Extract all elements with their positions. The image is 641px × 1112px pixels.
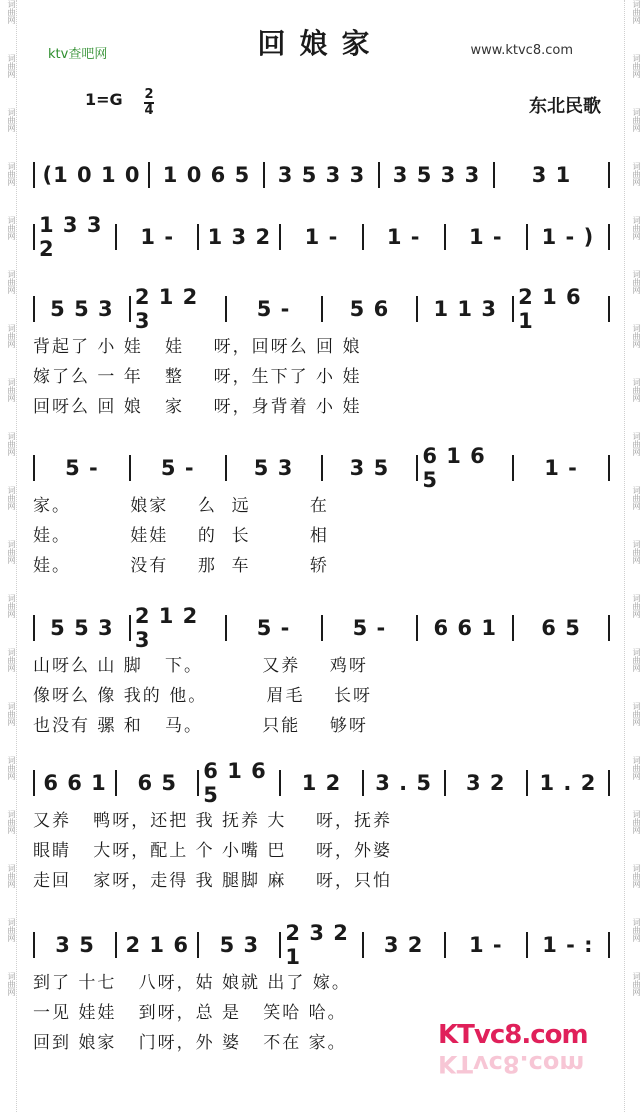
- edge-watermark-text: 词曲网: [7, 972, 16, 996]
- score-row: [33, 759, 613, 807]
- bar-line: [321, 455, 323, 481]
- lyric-line: 回到 娘家 门呀，外 婆 不在 家。: [33, 1033, 347, 1053]
- edge-watermark-text: 词曲网: [632, 918, 641, 942]
- bar-line: [512, 455, 514, 481]
- measure-notes: 1 -: [140, 225, 175, 249]
- measure-notes: 5 5 3: [50, 297, 114, 321]
- bar-line: [33, 224, 35, 250]
- bar-line: [378, 162, 380, 188]
- song-title: 回娘家: [257, 27, 384, 60]
- score-row: [33, 444, 613, 492]
- measure-notes: 3 5 3 3: [392, 163, 481, 187]
- measure-notes: 3 5: [55, 933, 95, 957]
- edge-watermark-text: 词曲网: [7, 108, 16, 132]
- measure-notes: 6 5: [137, 771, 177, 795]
- bar-line: [321, 296, 323, 322]
- edge-watermark-text: 词曲网: [632, 216, 641, 240]
- measure-notes: 2 1 2 3: [134, 604, 199, 652]
- measure-notes: 2 3 2 1: [285, 921, 349, 969]
- edge-watermark-text: 词曲网: [7, 810, 16, 834]
- edge-watermark-text: 词曲网: [632, 972, 641, 996]
- bar-line: [225, 615, 227, 641]
- edge-watermark-text: 词曲网: [7, 0, 16, 24]
- lyric-line: 嫁了么 一 年 整 呀，生下了 小 娃: [33, 367, 362, 387]
- score-row: [33, 604, 613, 652]
- measure-notes: 1 -: [468, 225, 503, 249]
- bar-line: [416, 615, 418, 641]
- measure-notes: 5 -: [65, 456, 99, 480]
- bar-line: [321, 615, 323, 641]
- lyric-line: 像呀么 像 我的 他。 眉毛 长呀: [33, 686, 373, 706]
- measure-notes: 5 5 3: [50, 616, 114, 640]
- measure-notes: 1 - ): [541, 225, 595, 249]
- bar-line: [444, 770, 446, 796]
- measure-notes: 3 1: [531, 163, 572, 187]
- edge-watermark-text: 词曲网: [7, 216, 16, 240]
- measure-notes: 5 6: [349, 297, 390, 321]
- bar-line: [115, 770, 117, 796]
- measure-notes: 5 -: [352, 616, 387, 640]
- lyric-line: 眼睛 大呀，配上 个 小嘴 巴 呀，外婆: [33, 841, 393, 861]
- measure-notes: 1 3 3 2: [39, 213, 103, 261]
- lyric-line: 一见 娃娃 到呀，总 是 笑哈 哈。: [33, 1003, 347, 1023]
- score-row: [33, 285, 613, 333]
- edge-watermark-text: 词曲网: [632, 486, 641, 510]
- measure-notes: 6 5: [541, 616, 581, 640]
- bar-line: [33, 770, 35, 796]
- bar-line: [608, 296, 610, 322]
- lyric-line: 到了 十七 八呀，姑 娘就 出了 嫁。: [33, 973, 351, 993]
- score-row: [33, 160, 613, 190]
- bar-line: [129, 455, 131, 481]
- edge-watermark-text: 词曲网: [632, 648, 641, 672]
- edge-watermark-text: 词曲网: [7, 594, 16, 618]
- lyric-line: 娃。 娃娃 的 长 相: [33, 526, 329, 546]
- bar-line: [526, 932, 528, 958]
- bar-line: [33, 615, 35, 641]
- measure-notes: 2 1 6: [125, 933, 189, 957]
- edge-watermark-text: 词曲网: [632, 540, 641, 564]
- bar-line: [608, 162, 610, 188]
- measure-notes: 3 5 3 3: [277, 163, 366, 187]
- measure-notes: 6 1 6 5: [422, 444, 486, 492]
- measure-notes: 1 . 2: [539, 771, 597, 795]
- time-signature: [144, 88, 154, 118]
- measure-notes: 1 -: [544, 456, 578, 480]
- measure-notes: 6 6 1: [43, 771, 107, 795]
- right-watermark-strip: [624, 0, 641, 1112]
- edge-watermark-text: 词曲网: [7, 918, 16, 942]
- bar-line: [416, 296, 418, 322]
- bar-line: [129, 296, 131, 322]
- bar-line: [493, 162, 495, 188]
- edge-watermark-text: 词曲网: [632, 756, 641, 780]
- measure-notes: 1 -: [386, 225, 421, 249]
- edge-watermark-text: 词曲网: [7, 54, 16, 78]
- watermark-logo: KTvc8.com: [438, 1020, 588, 1050]
- measure-notes: 3 5: [349, 456, 390, 480]
- edge-watermark-text: 词曲网: [7, 378, 16, 402]
- edge-watermark-text: 词曲网: [632, 702, 641, 726]
- bar-line: [608, 455, 610, 481]
- bar-line: [225, 296, 227, 322]
- measure-notes: 1 - :: [542, 933, 594, 957]
- edge-watermark-text: 词曲网: [632, 162, 641, 186]
- edge-watermark-text: 词曲网: [7, 162, 16, 186]
- lyric-line: 家。 娘家 么 远 在: [33, 496, 329, 516]
- measure-notes: 3 . 5: [375, 771, 433, 795]
- bar-line: [225, 455, 227, 481]
- site-name-left: ktv查吧网: [48, 47, 108, 62]
- lyric-line: 娃。 没有 那 车 轿: [33, 556, 329, 576]
- bar-line: [512, 296, 514, 322]
- edge-watermark-text: 词曲网: [632, 432, 641, 456]
- measure-notes: 5 3: [253, 456, 294, 480]
- edge-watermark-text: 词曲网: [632, 0, 641, 24]
- bar-line: [608, 615, 610, 641]
- edge-watermark-text: 词曲网: [632, 594, 641, 618]
- bar-line: [33, 296, 35, 322]
- edge-watermark-text: 词曲网: [632, 324, 641, 348]
- bar-line: [148, 162, 150, 188]
- measure-notes: 5 -: [256, 297, 291, 321]
- measure-notes: 1 -: [304, 225, 339, 249]
- bar-line: [526, 224, 528, 250]
- lyric-line: 背起了 小 娃 娃 呀，回呀么 回 娘: [33, 337, 362, 357]
- measure-notes: 6 1 6 5: [203, 759, 267, 807]
- bar-line: [197, 932, 199, 958]
- bar-line: [362, 770, 364, 796]
- bar-line: [263, 162, 265, 188]
- lyric-line: 山呀么 山 脚 下。 又养 鸡呀: [33, 656, 368, 676]
- measure-notes: 6 6 1: [433, 616, 497, 640]
- edge-watermark-text: 词曲网: [7, 540, 16, 564]
- edge-watermark-text: 词曲网: [7, 270, 16, 294]
- edge-watermark-text: 词曲网: [632, 378, 641, 402]
- lyric-line: 也没有 骡 和 马。 只能 够呀: [33, 716, 368, 736]
- bar-line: [33, 162, 35, 188]
- edge-watermark-text: 词曲网: [632, 810, 641, 834]
- measure-notes: (1 0 1 0: [42, 163, 141, 187]
- measure-notes: 5 3: [219, 933, 260, 957]
- bar-line: [33, 455, 35, 481]
- score-row: [33, 921, 613, 969]
- bar-line: [279, 224, 281, 250]
- bar-line: [526, 770, 528, 796]
- measure-notes: 1 1 3: [433, 297, 497, 321]
- left-watermark-strip: [0, 0, 17, 1112]
- song-origin: 东北民歌: [529, 96, 601, 117]
- edge-watermark-text: 词曲网: [7, 864, 16, 888]
- time-signature-bottom: 4: [144, 103, 154, 118]
- bar-line: [115, 932, 117, 958]
- bar-line: [279, 932, 281, 958]
- measure-notes: 3 2: [383, 933, 424, 957]
- edge-watermark-text: 词曲网: [7, 324, 16, 348]
- measure-notes: 1 2: [301, 771, 342, 795]
- edge-watermark-text: 词曲网: [7, 702, 16, 726]
- site-url-right: www.ktvc8.com: [470, 43, 573, 58]
- measure-notes: 3 2: [466, 771, 506, 795]
- edge-watermark-text: 词曲网: [632, 54, 641, 78]
- bar-line: [362, 224, 364, 250]
- key-signature: 1=G: [85, 90, 123, 109]
- bar-line: [129, 615, 131, 641]
- lyric-line: 又养 鸭呀，还把 我 抚养 大 呀，抚养: [33, 811, 393, 831]
- edge-watermark-text: 词曲网: [632, 864, 641, 888]
- bar-line: [279, 770, 281, 796]
- bar-line: [608, 224, 610, 250]
- bar-line: [197, 770, 199, 796]
- edge-watermark-text: 词曲网: [632, 270, 641, 294]
- measure-notes: 1 -: [468, 933, 503, 957]
- measure-notes: 1 0 6 5: [162, 163, 251, 187]
- bar-line: [33, 932, 35, 958]
- measure-notes: 2 1 2 3: [134, 285, 199, 333]
- edge-watermark-text: 词曲网: [7, 756, 16, 780]
- bar-line: [115, 224, 117, 250]
- measure-notes: 1 3 2: [207, 225, 272, 249]
- measure-notes: 2 1 6 1: [518, 285, 582, 333]
- bar-line: [512, 615, 514, 641]
- score-row: [33, 213, 613, 261]
- bar-line: [416, 455, 418, 481]
- watermark-reflection: KTvc8.com: [438, 1050, 585, 1078]
- edge-watermark-text: 词曲网: [7, 648, 16, 672]
- measure-notes: 5 -: [256, 616, 291, 640]
- edge-watermark-text: 词曲网: [632, 108, 641, 132]
- bar-line: [444, 224, 446, 250]
- bar-line: [197, 224, 199, 250]
- lyric-line: 回呀么 回 娘 家 呀，身背着 小 娃: [33, 397, 362, 417]
- bar-line: [444, 932, 446, 958]
- time-signature-top: 2: [144, 87, 154, 102]
- bar-line: [608, 770, 610, 796]
- bar-line: [362, 932, 364, 958]
- edge-watermark-text: 词曲网: [7, 432, 16, 456]
- measure-notes: 5 -: [160, 456, 195, 480]
- bar-line: [608, 932, 610, 958]
- edge-watermark-text: 词曲网: [7, 486, 16, 510]
- lyric-line: 走回 家呀，走得 我 腿脚 麻 呀，只怕: [33, 871, 393, 891]
